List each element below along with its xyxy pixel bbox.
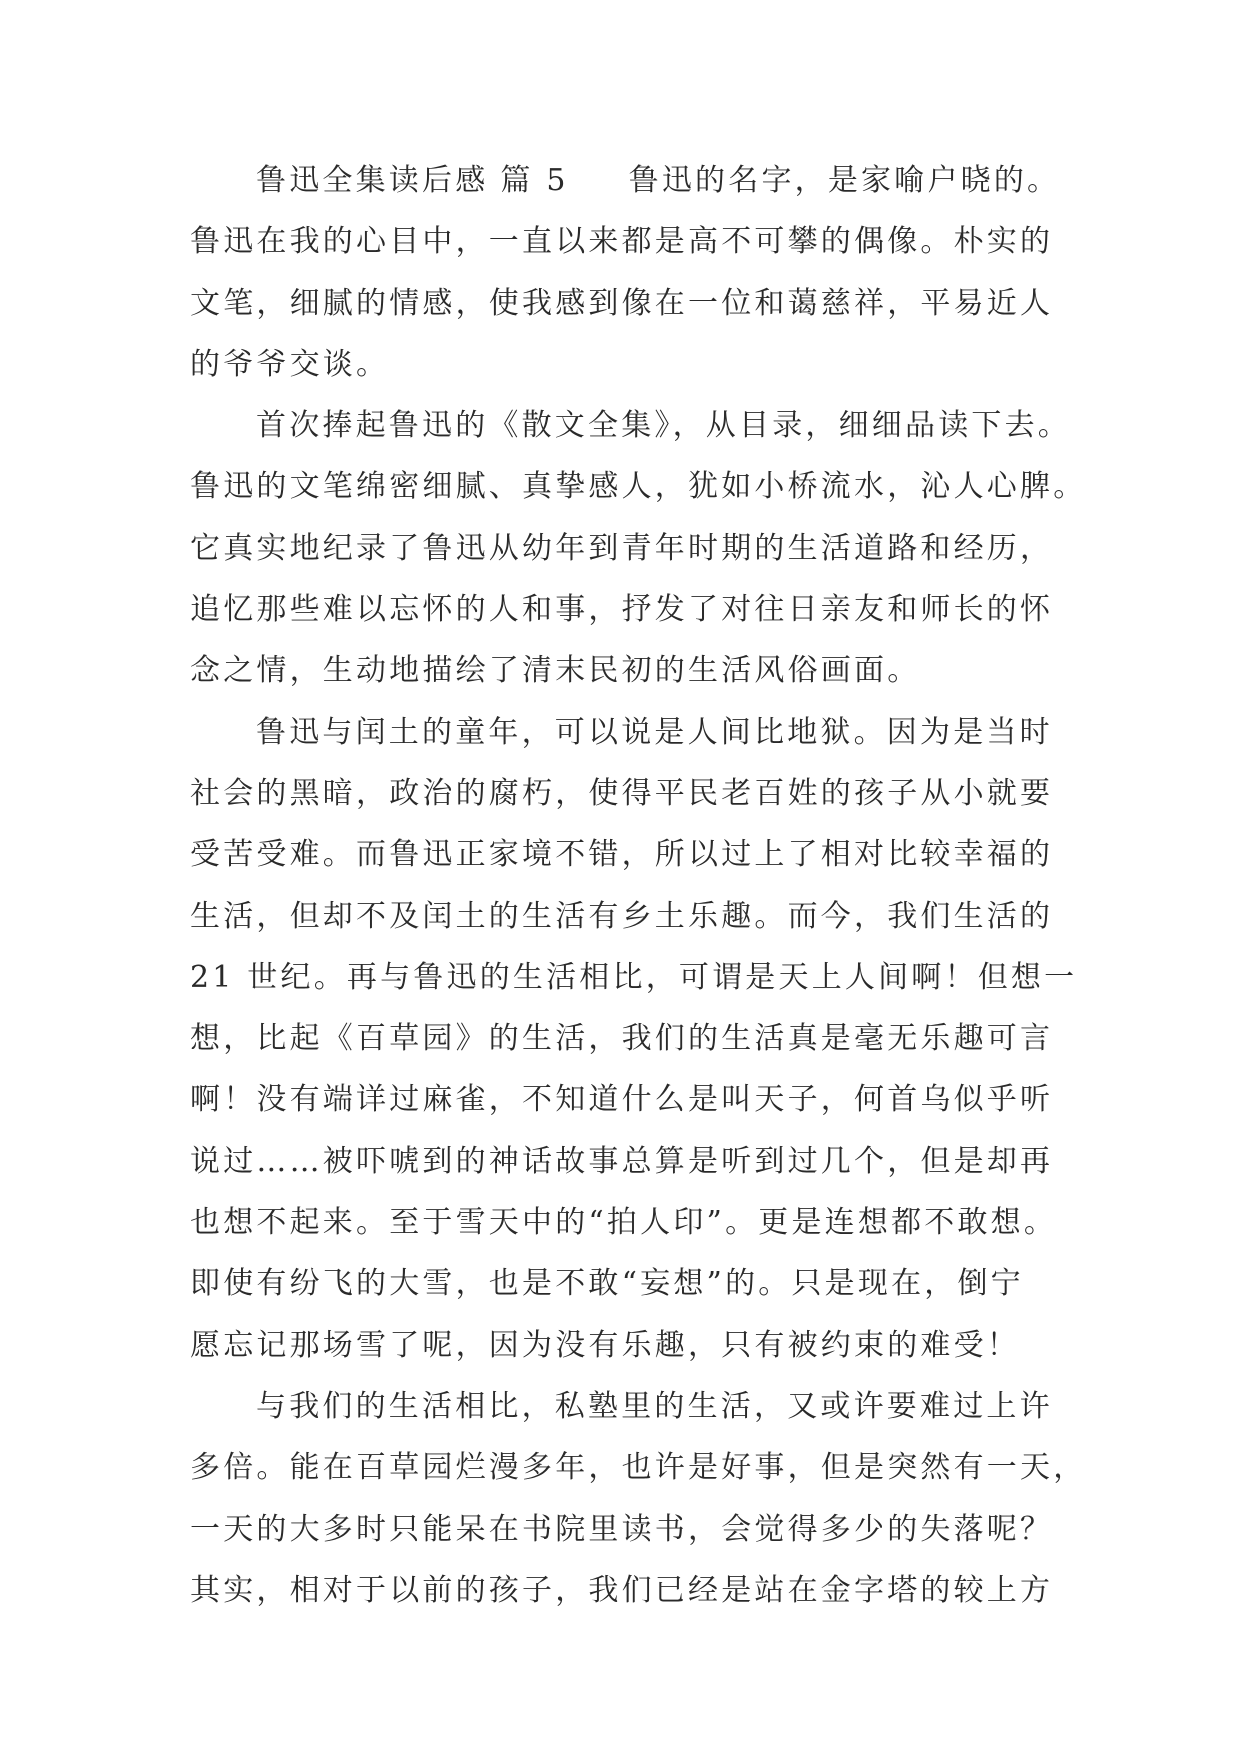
text-line: 受苦受难。而鲁迅正家境不错，所以过上了相对比较幸福的 — [190, 837, 1054, 873]
section-label: 篇 5 — [500, 163, 569, 198]
text-line: 的爷爷交谈。 — [190, 346, 390, 382]
text-line: 21 世纪。再与鲁迅的生活相比，可谓是天上人间啊！但想一 — [190, 959, 1078, 995]
text-line: 一天的大多时只能呆在书院里读书，会觉得多少的失落呢？ — [190, 1511, 1054, 1547]
title-line — [190, 150, 1061, 211]
document-page — [190, 150, 1087, 1621]
text-line: 也想不起来。至于雪天中的“拍人印”。更是连想都不敢想。 — [190, 1205, 1058, 1241]
text-line: 想，比起《百草园》的生活，我们的生活真是毫无乐趣可言 — [190, 1021, 1054, 1057]
text-line: 说过……被吓唬到的神话故事总算是听到过几个，但是却再 — [190, 1143, 1054, 1179]
text-line: 鲁迅的名字，是家喻户晓的。 — [628, 163, 1061, 198]
text-line: 鲁迅在我的心目中，一直以来都是高不可攀的偶像。朴实的 — [190, 224, 1054, 260]
text-line: 与我们的生活相比，私塾里的生活，又或许要难过上许 — [256, 1388, 1053, 1424]
text-line: 它真实地纪录了鲁迅从幼年到青年时期的生活道路和经历， — [190, 530, 1054, 566]
text-line: 鲁迅与闰土的童年，可以说是人间比地狱。因为是当时 — [256, 714, 1053, 750]
text-line: 愿忘记那场雪了呢，因为没有乐趣，只有被约束的难受！ — [190, 1327, 1020, 1363]
text-line: 追忆那些难以忘怀的人和事，抒发了对往日亲友和师长的怀 — [190, 592, 1054, 628]
text-line: 啊！没有端详过麻雀，不知道什么是叫天子，何首乌似乎听 — [190, 1082, 1054, 1118]
text-line: 念之情，生动地描绘了清末民初的生活风俗画面。 — [190, 653, 921, 689]
text-line: 社会的黑暗，政治的腐朽，使得平民老百姓的孩子从小就要 — [190, 775, 1054, 811]
text-line: 即使有纷飞的大雪，也是不敢“妄想”的。只是现在，倒宁 — [190, 1266, 1024, 1302]
text-line: 生活，但却不及闰土的生活有乡土乐趣。而今，我们生活的 — [190, 898, 1054, 934]
text-line: 首次捧起鲁迅的《散文全集》，从目录，细细品读下去。 — [256, 408, 1071, 444]
document-title: 鲁迅全集读后感 — [256, 163, 489, 198]
text-line: 其实，相对于以前的孩子，我们已经是站在金字塔的较上方 — [190, 1572, 1054, 1608]
text-line: 鲁迅的文笔绵密细腻、真挚感人，犹如小桥流水，沁人心脾。 — [190, 469, 1087, 505]
text-line: 文笔，细腻的情感，使我感到像在一位和蔼慈祥，平易近人 — [190, 285, 1054, 321]
text-line: 多倍。能在百草园烂漫多年，也许是好事，但是突然有一天， — [190, 1450, 1087, 1486]
